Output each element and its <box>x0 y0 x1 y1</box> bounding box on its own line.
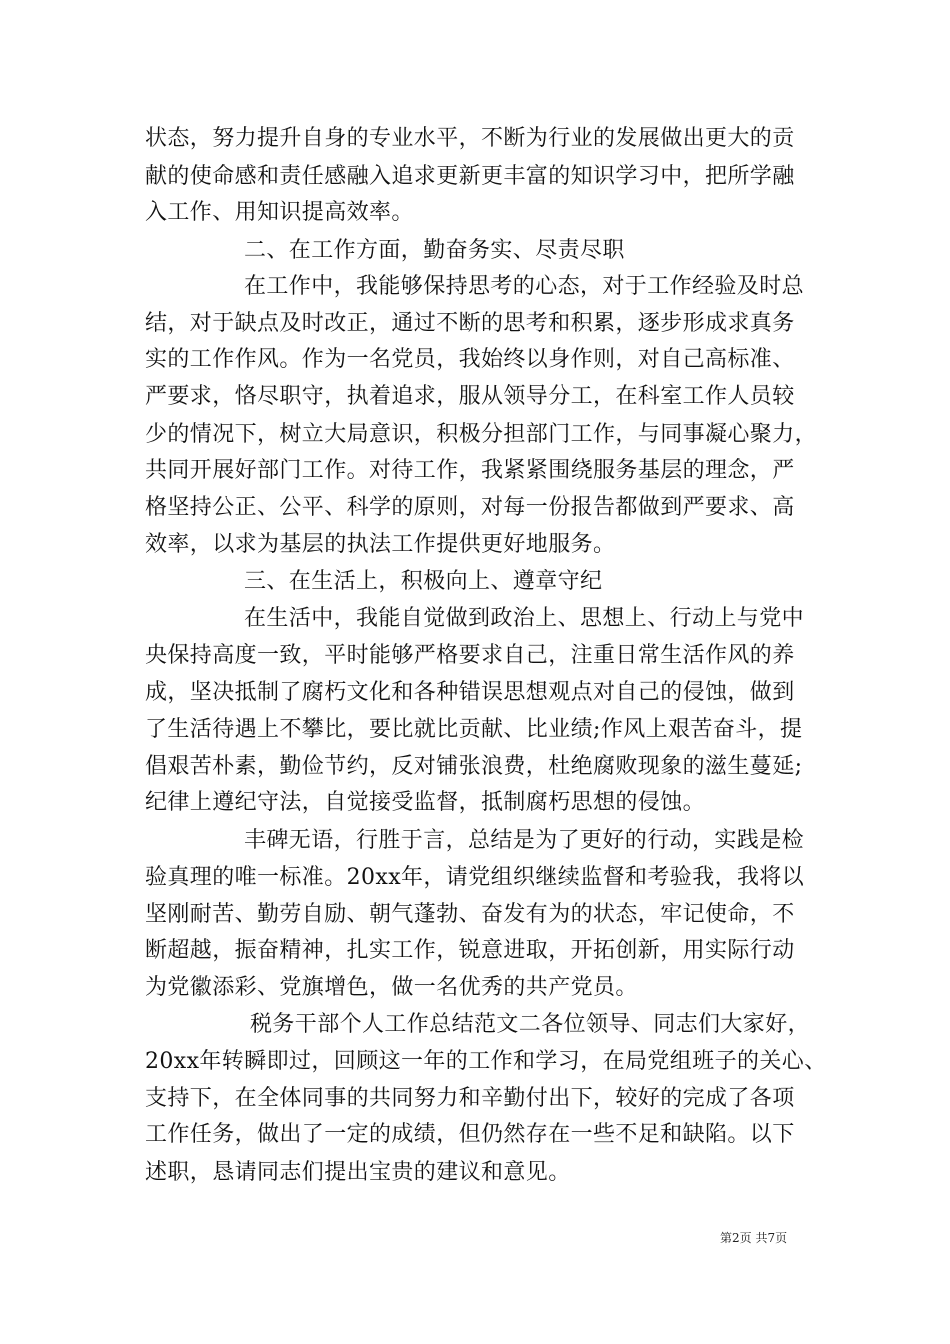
section-heading: 三、在生活上，积极向上、遵章守纪 <box>244 569 603 594</box>
text-line: 支持下，在全体同事的共同努力和辛勤付出下，较好的完成了各项 <box>145 1086 795 1111</box>
text-line: 税务干部个人工作总结范文二各位领导、同志们大家好， <box>250 1012 811 1037</box>
text-line: 在工作中，我能够保持思考的心态，对于工作经验及时总 <box>244 274 805 299</box>
section-heading: 二、在工作方面，勤奋务实、尽责尽职 <box>244 238 625 263</box>
text-line: 严要求，恪尽职守，执着追求，服从领导分工，在科室工作人员较 <box>145 384 795 409</box>
text-line: 实的工作作风。作为一名党员，我始终以身作则，对自己高标准、 <box>145 347 795 372</box>
text-line: 了生活待遇上不攀比，要比就比贡献、比业绩;作风上艰苦奋斗，提 <box>145 717 803 742</box>
text-line: 为党徽添彩、党旗增色，做一名优秀的共产党员。 <box>145 975 638 1000</box>
text-line: 共同开展好部门工作。对待工作，我紧紧围绕服务基层的理念，严 <box>145 458 795 483</box>
text-line: 验真理的唯一标准。20xx年，请党组织继续监督和考验我，我将以 <box>145 865 805 890</box>
text-line: 断超越，振奋精神，扎实工作，锐意进取，开拓创新，用实际行动 <box>145 938 795 963</box>
text-line: 工作任务，做出了一定的成绩，但仍然存在一些不足和缺陷。以下 <box>145 1122 795 1147</box>
text-line: 格坚持公正、公平、科学的原则，对每一份报告都做到严要求、高 <box>145 495 795 520</box>
text-line: 倡艰苦朴素，勤俭节约，反对铺张浪费，杜绝腐败现象的滋生蔓延; <box>145 754 803 779</box>
text-line: 20xx年转瞬即过，回顾这一年的工作和学习，在局党组班子的关心、 <box>145 1049 827 1074</box>
text-line: 成，坚决抵制了腐朽文化和各种错误思想观点对自己的侵蚀，做到 <box>145 680 795 705</box>
text-line: 结，对于缺点及时改正，通过不断的思考和积累，逐步形成求真务 <box>145 311 795 336</box>
text-line: 在生活中，我能自觉做到政治上、思想上、行动上与党中 <box>244 606 805 631</box>
text-line: 献的使命感和责任感融入追求更新更丰富的知识学习中，把所学融 <box>145 164 795 189</box>
text-line: 效率，以求为基层的执法工作提供更好地服务。 <box>145 532 616 557</box>
text-line: 入工作、用知识提高效率。 <box>145 200 414 225</box>
text-line: 纪律上遵纪守法，自觉接受监督，抵制腐朽思想的侵蚀。 <box>145 790 706 815</box>
text-line: 丰碑无语，行胜于言，总结是为了更好的行动，实践是检 <box>244 828 805 853</box>
text-line: 述职，恳请同志们提出宝贵的建议和意见。 <box>145 1160 571 1185</box>
text-line: 少的情况下，树立大局意识，积极分担部门工作，与同事凝心聚力， <box>145 422 818 447</box>
page-number: 第2页 共7页 <box>720 1231 788 1245</box>
text-line: 央保持高度一致，平时能够严格要求自己，注重日常生活作风的养 <box>145 643 795 668</box>
text-line: 坚刚耐苦、勤劳自励、朝气蓬勃、奋发有为的状态，牢记使命，不 <box>145 902 795 927</box>
text-line: 状态，努力提升自身的专业水平，不断为行业的发展做出更大的贡 <box>145 126 795 151</box>
